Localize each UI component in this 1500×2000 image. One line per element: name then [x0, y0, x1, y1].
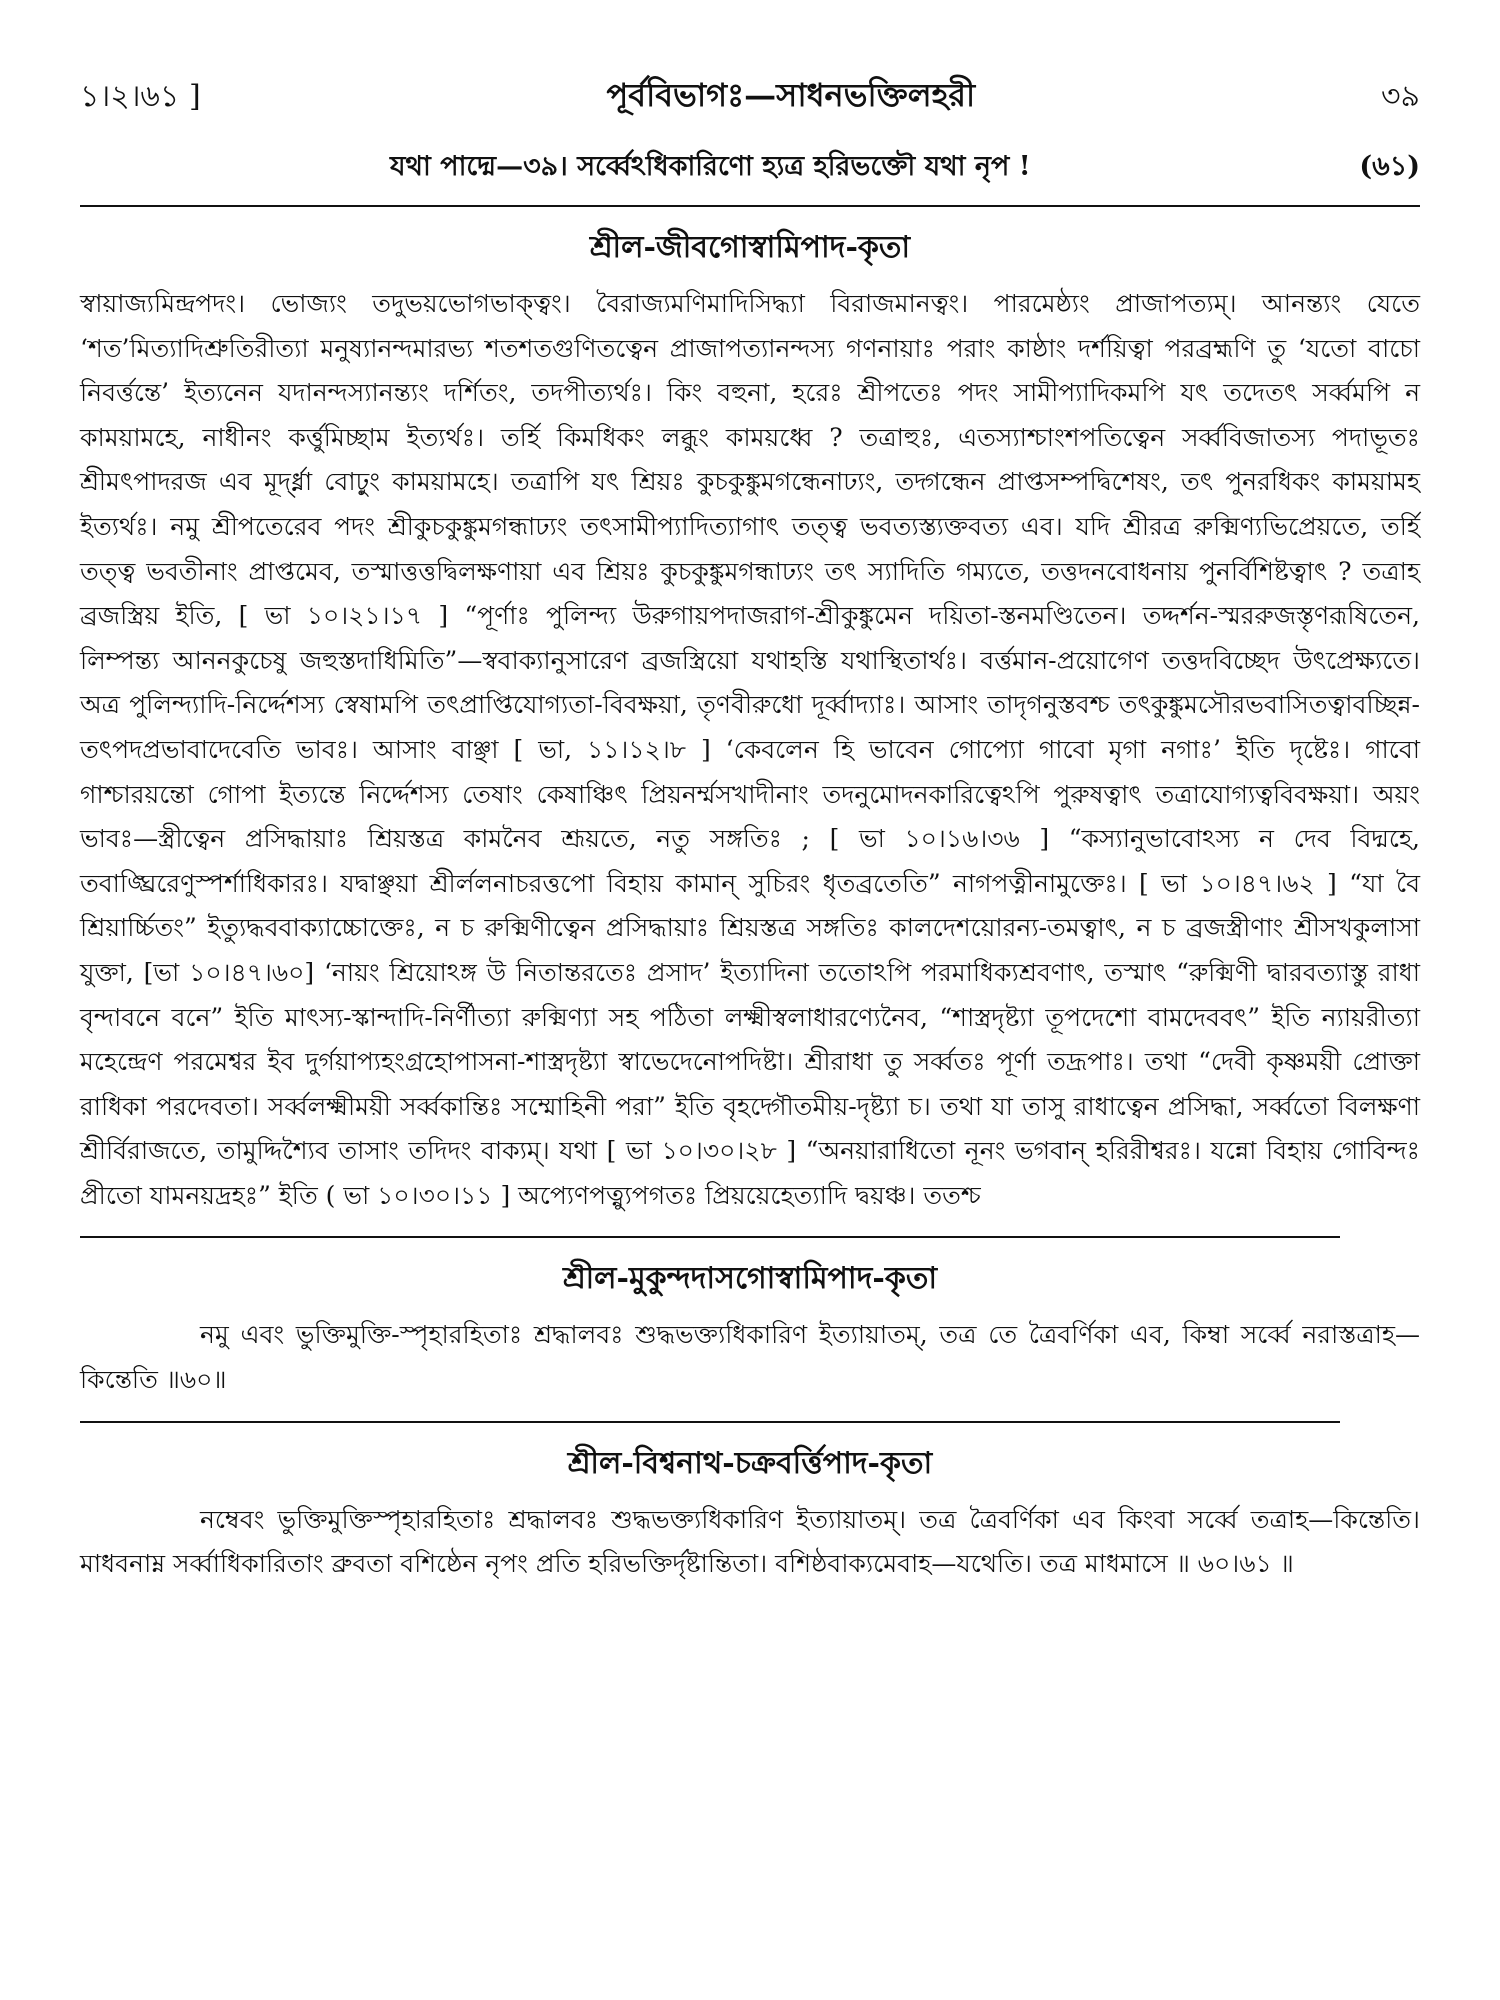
commentary-text: নম্বেবং ভুক্তিমুক্তিস্পৃহারহিতাঃ শ্রদ্ধালবঃ শুদ্ধভক্ত্যধিকারিণ ইত্যায়াতম্। তত্র ত্রৈবর্ণিকা এব কিংবা সর্ব্বে তত্রাহ—কিন্তেতি। মাধবনাম্ন সর্ব্বাধিকারিতাং ব্রুবতা বশিষ্ঠেন নৃপং প্রতি হরিভক্তির্দৃষ্টান্তিতা। বশিষ্ঠবাক্যমেবাহ—যথেতি। তত্র মাধমাসে ॥ ৬০।৬১ ॥ [80, 1504, 1420, 1579]
divider [80, 1421, 1340, 1423]
divider [80, 205, 1420, 207]
commentary-title: শ্রীল-জীবগোস্বামিপাদ-কৃতা [589, 230, 911, 265]
verse-line [80, 146, 1420, 191]
running-head [80, 70, 1420, 124]
commentary-jiva [80, 223, 1420, 1218]
verse-number: (৬১) [1359, 151, 1420, 182]
running-title: পূর্ববিভাগঃ—সাধনভক্তিলহরী [606, 76, 976, 114]
commentary-text: নমু এবং ভুক্তিমুক্তি-স্পৃহারহিতাঃ শ্রদ্ধালবঃ শুদ্ধভক্ত্যধিকারিণ ইত্যায়াতম্, তত্র তে ত্রৈবর্ণিকা এব, কিম্বা সর্ব্বে নরাস্তত্রাহ—কিন্তেতি ॥৬০॥ [80, 1320, 1420, 1395]
verse-text: যথা পাদ্মে—৩৯। সর্ব্বেঽধিকারিণো হ্যত্র হরিভক্তৌ যথা নৃপ ! [390, 151, 1031, 182]
commentary-mukunda [80, 1254, 1420, 1402]
commentary-visvanatha [80, 1439, 1420, 1587]
commentary-title: শ্রীল-মুকুন্দদাসগোস্বামিপাদ-কৃতা [562, 1261, 938, 1297]
page-ref: ১।২।৬১ ] [80, 79, 201, 114]
commentary-text: স্বায়াজ্যমিন্দ্রপদং। ভোজ্যং তদুভয়ভোগভাক্ত্বং। বৈরাজ্যমণিমাদিসিদ্ধ্যা বিরাজমানত্বং। পারমেষ্ঠ্যং প্রাজাপত্যম্। আনন্ত্যং যেতে ‘শত’মিত্যাদিশ্রুতিরীত্যা মনুষ্যানন্দমারভ্য শতশতগুণিতত্বেন প্রাজাপত্যানন্দস্য গণনায়াঃ পরাং কাষ্ঠাং দর্শয়িত্বা পরব্রহ্মণি তু ‘যতো বাচো নিবর্ত্তন্তে’ ইত্যনেন যদানন্দস্যানন্ত্যং দর্শিতং, তদপীত্যর্থঃ। কিং বহুনা, হরেঃ শ্রীপতেঃ পদং সামীপ্যাদিকমপি যৎ তদেতৎ সর্ব্বমপি ন কাময়ামহে, নাধীনং কর্ত্তুমিচ্ছাম ইত্যর্থঃ। তর্হি কিমধিকং লব্ধুং কাময়ধ্বে ? তত্রাহুঃ, এতস্যাশ্চাংশপতিত্বেন সর্ব্ববিজাতস্য পদাভূতঃ শ্রীমৎপাদরজ এব মূর্দ্ধ্না বোঢ়ুং কাময়ামহে। তত্রাপি যৎ শ্রিয়ঃ কুচকুঙ্কুমগন্ধেনাঢ্যং, তদ্গন্ধেন প্রাপ্তসম্পদ্বিশেষং, তৎ পুনরধিকং কাময়ামহ ইত্যর্থঃ। নমু শ্রীপতেরেব পদং শ্রীকুচকুঙ্কুমগন্ধাঢ্যং তৎসামীপ্যাদিত্যাগাৎ তত্ত্ব ভবত্যস্ত্যক্তবত্য এব। যদি শ্রীরত্র রুক্মিণ্যভিপ্রেয়তে, তর্হি তত্ত্ব ভবতীনাং প্রাপ্তমেব, তস্মাত্তত্তদ্বিলক্ষণায়া এব শ্রিয়ঃ কুচকুঙ্কুমগন্ধাঢ্যং তৎ স্যাদিতি গম্যতে, তত্তদনবোধনায় পুনর্বিশিষ্টত্বাৎ ? তত্রাহ ব্রজস্ত্রিয় ইতি, [ ভা ১০।২১।১৭ ] “পূর্ণাঃ পুলিন্দ্য উরুগায়পদাজরাগ-শ্রীকুঙ্কুমেন দয়িতা-স্তনমণ্ডিতেন। তদ্দর্শন-স্মররুজস্তৃণরূষিতেন, লিম্পন্ত্য আননকুচেষু জহুস্তদাধিমিতি”—স্ববাক্যানুসারেণ ব্রজস্ত্রিয়ো যথাহস্তি যথাস্থিতার্থঃ। বর্ত্তমান-প্রয়োগেণ তত্তদবিচ্ছেদ উৎপ্রেক্ষ্যতে। অত্র পুলিন্দ্যাদি-নির্দ্দেশস্য স্বেষামপি তৎপ্রাপ্তিযোগ্যতা-বিবক্ষয়া, তৃণবীরুধো দূর্ব্বাদ্যাঃ। আসাং তাদৃগনুস্তবশ্চ তৎকুঙ্কুমসৌরভবাসিতত্বাবচ্ছিন্ন-তৎপদপ্রভাবাদেবেতি ভাবঃ। আসাং বাঞ্ছা [ ভা, ১১।১২।৮ ] ‘কেবলেন হি ভাবেন গোপ্যো গাবো মৃগা নগাঃ’ ইতি দৃষ্টেঃ। গাবো গাশ্চারয়ন্তো গোপা ইত্যন্তে নির্দ্দেশস্য তেষাং কেষাঞ্চিৎ প্রিয়নর্ম্মসখাদীনাং তদনুমোদনকারিত্বেঽপি পুরুষত্বাৎ তত্রাযোগ্যত্ববিবক্ষয়া। অয়ং ভাবঃ—স্ত্রীত্বেন প্রসিদ্ধায়াঃ শ্রিয়স্তত্র কামনৈব শ্রূয়তে, নতু সঙ্গতিঃ ; [ ভা ১০।১৬।৩৬ ] “কস্যানুভাবোঽস্য ন দেব বিদ্মহে, তবাঙ্ঘ্রিরেণুস্পর্শাধিকারঃ। যদ্বাঞ্ছয়া শ্রীর্ললনাচরত্তপো বিহায় কামান্ সুচিরং ধৃতব্রতেতি” নাগপত্নীনামুক্তেঃ। [ ভা ১০।৪৭।৬২ ] “যা বৈ শ্রিয়ার্চ্চিতং” ইত্যুদ্ধববাক্যাচ্চোক্তেঃ, ন চ রুক্মিণীত্বেন প্রসিদ্ধায়াঃ শ্রিয়স্তত্র সঙ্গতিঃ কালদেশয়োরন্য-তমত্বাৎ, ন চ ব্রজস্ত্রীণাং শ্রীসখকুলাসা যুক্তা, [ভা ১০।৪৭।৬০] ‘নায়ং শ্রিয়োঽঙ্গ উ নিতান্তরতেঃ প্রসাদ’ ইত্যাদিনা ততোঽপি পরমাধিক্যশ্রবণাৎ, তস্মাৎ “রুক্মিণী দ্বারবত্যাস্তু রাধা বৃন্দাবনে বনে” ইতি মাৎস্য-স্কান্দাদি-নির্ণীত্যা রুক্মিণ্যা সহ পঠিতা লক্ষ্মীস্বলাধারণ্যেনৈব, “শাস্ত্রদৃষ্ট্যা তূপদেশো বামদেববৎ” ইতি ন্যায়রীত্যা মহেন্দ্রেণ পরমেশ্বর ইব দুর্গয়াপ্যহংগ্রহোপাসনা-শাস্ত্রদৃষ্ট্যা স্বাভেদেনোপদিষ্টা। শ্রীরাধা তু সর্ব্বতঃ পূর্ণা তদ্রূপাঃ। তথা “দেবী কৃষ্ণময়ী প্রোক্তা রাধিকা পরদেবতা। সর্ব্বলক্ষ্মীময়ী সর্ব্বকান্তিঃ সম্মোহিনী পরা” ইতি বৃহদ্গৌতমীয়-দৃষ্ট্যা চ। তথা যা তাসু রাধাত্বেন প্রসিদ্ধা, সর্ব্বতো বিলক্ষণা শ্রীর্বিরাজতে, তামুদ্দিশ্যৈব তাসাং তদিদং বাক্যম্। যথা [ ভা ১০।৩০।২৮ ] “অনয়ারাধিতো নূনং ভগবান্ হরিরীশ্বরঃ। যন্নো বিহায় গোবিন্দঃ প্রীতো যামনয়দ্রহঃ” ইতি ( ভা ১০।৩০।১১ ] অপ্যেণপত্ন্যুপগতঃ প্রিয়য়েহেত্যাদি দ্বয়ঞ্চ। ততশ্চ [80, 289, 1420, 1210]
page-number: ৩৯ [1381, 79, 1420, 114]
commentary-title: শ্রীল-বিশ্বনাথ-চক্রবর্ত্তিপাদ-কৃতা [567, 1445, 933, 1481]
divider [80, 1236, 1340, 1238]
